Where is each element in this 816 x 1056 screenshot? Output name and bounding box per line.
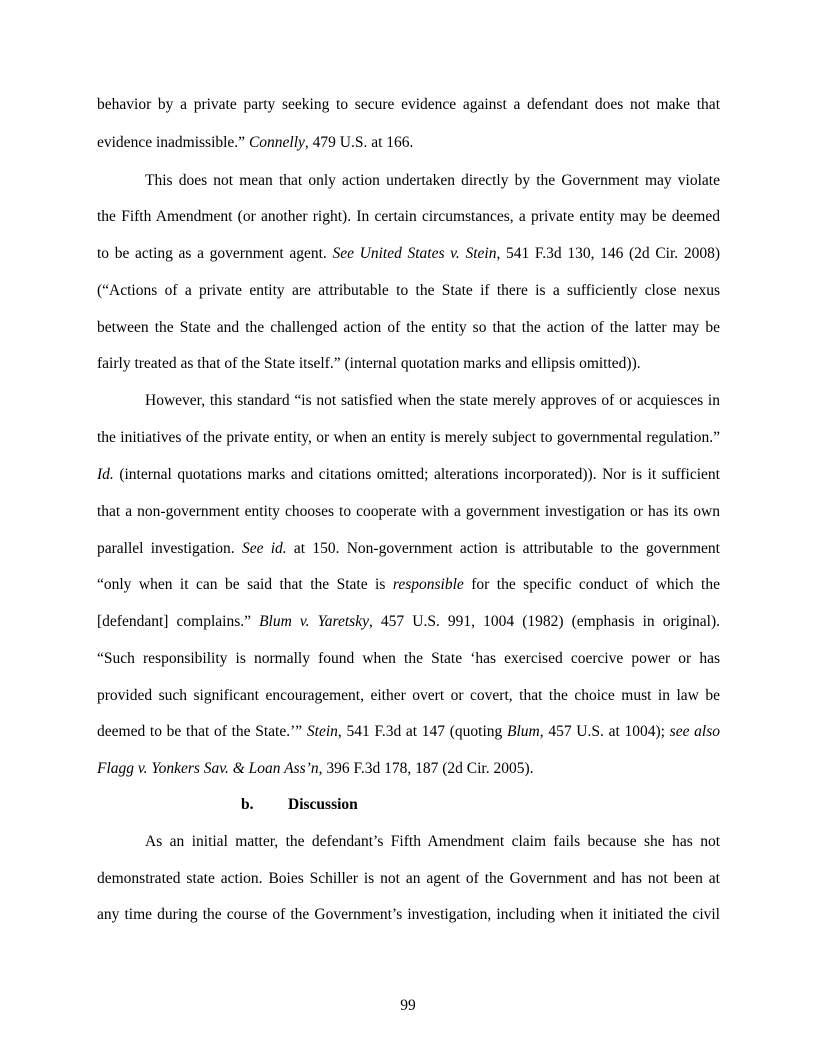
text-line bbox=[97, 649, 720, 669]
text-line bbox=[97, 95, 720, 115]
text-line bbox=[97, 428, 720, 448]
text-segment: evidence inadmissible.” bbox=[97, 134, 249, 151]
text-segment: , 396 F.3d 178, 187 (2d Cir. 2005). bbox=[318, 760, 534, 777]
text-line bbox=[97, 133, 720, 153]
text-line bbox=[97, 612, 720, 632]
text-line bbox=[97, 905, 720, 925]
paragraph-first-line bbox=[145, 832, 720, 852]
text-segment: that a non-government entity chooses to cooperate with a government investigation or has its own bbox=[97, 503, 720, 520]
text-segment: for the specific conduct of which the bbox=[463, 576, 720, 593]
italic-citation: see also bbox=[669, 723, 720, 740]
italic-citation: Id. bbox=[97, 466, 114, 483]
text-segment: deemed to be that of the State.’” bbox=[97, 723, 307, 740]
text-segment: “only when it can be said that the State is bbox=[97, 576, 393, 593]
text-segment: , 479 U.S. at 166. bbox=[304, 134, 414, 151]
text-line bbox=[97, 244, 720, 264]
text-line bbox=[97, 722, 720, 742]
text-line bbox=[97, 539, 720, 559]
text-segment: , 457 U.S. 991, 1004 (1982) (emphasis in original). bbox=[368, 613, 720, 630]
text-segment: (internal quotations marks and citations omitted; alterations incorporated)). Nor is it sufficient bbox=[113, 466, 720, 483]
paragraph-first-line bbox=[145, 391, 720, 411]
italic-citation: See id. bbox=[241, 540, 287, 557]
text-line bbox=[97, 354, 720, 374]
text-segment: the initiatives of the private entity, or when an entity is merely subject to governmental regulation.” bbox=[97, 429, 720, 446]
text-segment: demonstrated state action. Boies Schiller is not an agent of the Government and has not been at bbox=[97, 870, 720, 887]
text-segment: provided such significant encouragement, either overt or covert, that the choice must in law be bbox=[97, 687, 720, 704]
text-line bbox=[97, 281, 720, 301]
text-segment: , 541 F.3d at 147 (quoting bbox=[337, 723, 508, 740]
italic-citation: Blum v. Yaretsky bbox=[259, 613, 369, 630]
italic-citation: responsible bbox=[392, 576, 464, 593]
page-number: 99 bbox=[400, 997, 416, 1014]
text-segment: at 150. Non-government action is attributable to the government bbox=[286, 540, 720, 557]
text-line bbox=[97, 465, 720, 485]
text-segment: between the State and the challenged action of the entity so that the action of the latter may be bbox=[97, 319, 720, 336]
paragraph-first-line bbox=[145, 171, 720, 191]
text-line bbox=[97, 318, 720, 338]
italic-citation: Stein bbox=[306, 723, 338, 740]
section-heading-number: b. bbox=[241, 796, 254, 813]
text-segment: behavior by a private party seeking to secure evidence against a defendant does not make that bbox=[97, 96, 720, 113]
text-line bbox=[97, 686, 720, 706]
section-heading-title: Discussion bbox=[288, 796, 358, 813]
italic-citation: See United States v. Stein bbox=[332, 245, 497, 262]
text-segment: , 541 F.3d 130, 146 (2d Cir. 2008) bbox=[496, 245, 720, 262]
text-segment: However, this standard “is not satisfied when the state merely approves of or acquiesces in bbox=[145, 392, 720, 409]
text-segment: “Such responsibility is normally found when the State ‘has exercised coercive power or has bbox=[97, 650, 720, 667]
italic-citation: Blum bbox=[507, 723, 540, 740]
text-segment: any time during the course of the Government’s investigation, including when it initiated the civil bbox=[97, 906, 720, 923]
text-segment: fairly treated as that of the State itself.” (internal quotation marks and ellipsis omitted)). bbox=[97, 355, 641, 372]
italic-citation: Connelly bbox=[248, 134, 305, 151]
text-segment: parallel investigation. bbox=[97, 540, 242, 557]
text-segment: [defendant] complains.” bbox=[97, 613, 260, 630]
text-line bbox=[97, 502, 720, 522]
text-segment: to be acting as a government agent. bbox=[97, 245, 333, 262]
text-segment: the Fifth Amendment (or another right). In certain circumstances, a private entity may be deemed bbox=[97, 208, 720, 225]
section-heading bbox=[241, 795, 541, 815]
text-segment: As an initial matter, the defendant’s Fifth Amendment claim fails because she has not bbox=[145, 833, 720, 850]
italic-citation: Flagg v. Yonkers Sav. & Loan Ass’n bbox=[97, 760, 319, 777]
text-line bbox=[97, 207, 720, 227]
text-line bbox=[97, 869, 720, 889]
text-segment: (“Actions of a private entity are attributable to the State if there is a sufficiently close nexus bbox=[97, 282, 720, 299]
text-segment: This does not mean that only action undertaken directly by the Government may violate bbox=[145, 172, 720, 189]
text-line bbox=[97, 575, 720, 595]
text-line bbox=[97, 759, 720, 779]
text-segment: , 457 U.S. at 1004); bbox=[539, 723, 670, 740]
